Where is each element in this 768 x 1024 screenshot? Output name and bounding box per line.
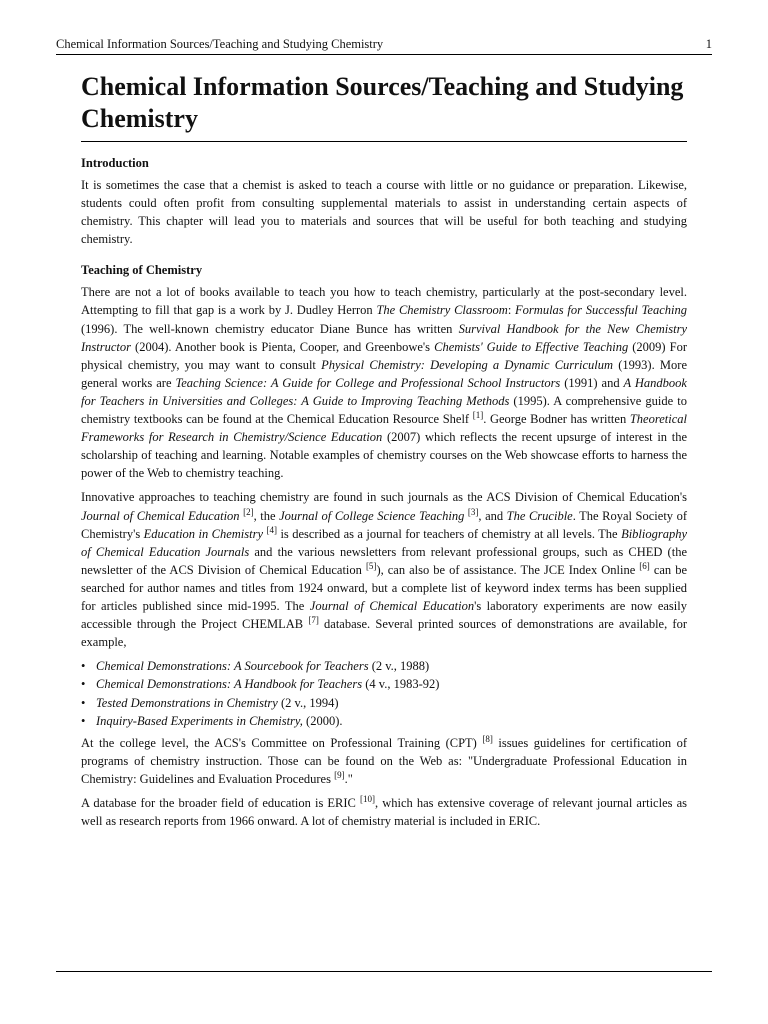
citation-ref-5[interactable]: [5] xyxy=(365,560,377,571)
section-heading-introduction: Introduction xyxy=(81,156,149,170)
list-item: • Inquiry-Based Experiments in Chemistry, (2000). xyxy=(81,712,687,730)
header-rule xyxy=(56,54,712,55)
bullet-icon: • xyxy=(81,713,86,728)
citation-ref-4[interactable]: [4] xyxy=(266,524,277,535)
bullet-icon: • xyxy=(81,677,86,692)
citation-ref-7[interactable]: [7] xyxy=(308,615,319,626)
footer-rule xyxy=(56,971,712,972)
teaching-paragraph-2: Innovative approaches to teaching chemistry are found in such journals as the ACS Division of Chemical Education's Journal of Chemical Education [2], the Journal of College Science Teaching [3], and The Crucible. The Royal Society of Chemistry's Education in Chemistry [4] is described as a journal for teachers of chemistry at all levels. The Bibliography of Chemical Education Journals and the various newsletters from relevant professional groups, such as CHED (the newsletter of the ACS Division of Chemical Education [5]), can also be of assistance. The JCE Index Online [6] can be searched for author names and titles from 1924 onward, but a complete list of keyword index terms has been supplied for articles published since mid-1995. The Journal of Chemical Education's laboratory experiments are now easily accessible through the Project CHEMLAB [7] database. Several printed sources of demonstrations are available, for example, xyxy=(81,490,688,650)
bullet-icon: • xyxy=(81,659,86,674)
citation-ref-9[interactable]: [9] xyxy=(334,770,345,781)
citation-ref-6[interactable]: [6] xyxy=(639,560,650,571)
citation-ref-3[interactable]: [3] xyxy=(467,506,479,517)
article-content xyxy=(81,71,687,837)
citation-ref-10[interactable]: [10] xyxy=(359,794,375,805)
demonstration-sources-list xyxy=(81,657,687,730)
page-number: 1 xyxy=(705,37,712,51)
page-title: Chemical Information Sources/Teaching and Studying Chemistry xyxy=(81,71,687,142)
teaching-paragraph-3: At the college level, the ACS's Committee on Professional Training (CPT) [8] issues guidelines for certification of programs of chemistry instruction. Those can be found on the Web as: "Undergraduate Professional Education in Chemistry: Guidelines and Evaluation Procedures [9]." xyxy=(81,734,687,787)
introduction-paragraph: It is sometimes the case that a chemist is asked to teach a course with little or no guidance or preparation. Likewise, students could often profit from consulting supplemental materials to assist in understanding certain aspects of chemistry. This chapter will lead you to materials and sources that will be useful for both teaching and studying chemistry. xyxy=(81,178,687,247)
citation-ref-1[interactable]: [1] xyxy=(472,410,484,421)
citation-ref-8[interactable]: [8] xyxy=(482,734,493,745)
teaching-paragraph-1: There are not a lot of books available to teach you how to teach chemistry, particularly at the post-secondary level. Attempting to fill that gap is a work by J. Dudley Herron The Chemistry Classroom: Formulas for Successful Teaching (1996). The well-known chemistry educator Diane Bunce has written Survival Handbook for the New Chemistry Instructor (2004). Another book is Pienta, Cooper, and Greenbowe's Chemists' Guide to Effective Teaching (2009) For physical chemistry, you may want to consult Physical Chemistry: Developing a Dynamic Curriculum (1993). More general works are Teaching Science: A Guide for College and Professional School Instructors (1991) and A Handbook for Teachers in Universities and Colleges: A Guide to Improving Teaching Methods (1995). A comprehensive guide to chemistry textbooks can be found at the Chemical Education Resource Shelf [1]. George Bodner has written Theoretical Frameworks for Research in Chemistry/Science Education (2007) which reflects the recent upsurge of interest in the scholarship of teaching and learning. Notable examples of chemistry courses on the Web showcase efforts to harness the power of the Web to chemistry teaching. xyxy=(81,285,687,481)
list-item: • Tested Demonstrations in Chemistry (2 v., 1994) xyxy=(81,694,687,712)
list-item: • Chemical Demonstrations: A Handbook for Teachers (4 v., 1983-92) xyxy=(81,675,687,693)
teaching-paragraph-4: A database for the broader field of education is ERIC [10], which has extensive coverage of relevant journal articles as well as research reports from 1966 onward. A lot of chemistry material is included in ERIC. xyxy=(81,794,687,829)
citation-ref-2[interactable]: [2] xyxy=(243,506,254,517)
bullet-icon: • xyxy=(81,695,86,710)
list-item: • Chemical Demonstrations: A Sourcebook for Teachers (2 v., 1988) xyxy=(81,657,687,675)
running-header-title: Chemical Information Sources/Teaching and Studying Chemistry xyxy=(56,37,384,51)
section-heading-teaching: Teaching of Chemistry xyxy=(81,263,203,278)
